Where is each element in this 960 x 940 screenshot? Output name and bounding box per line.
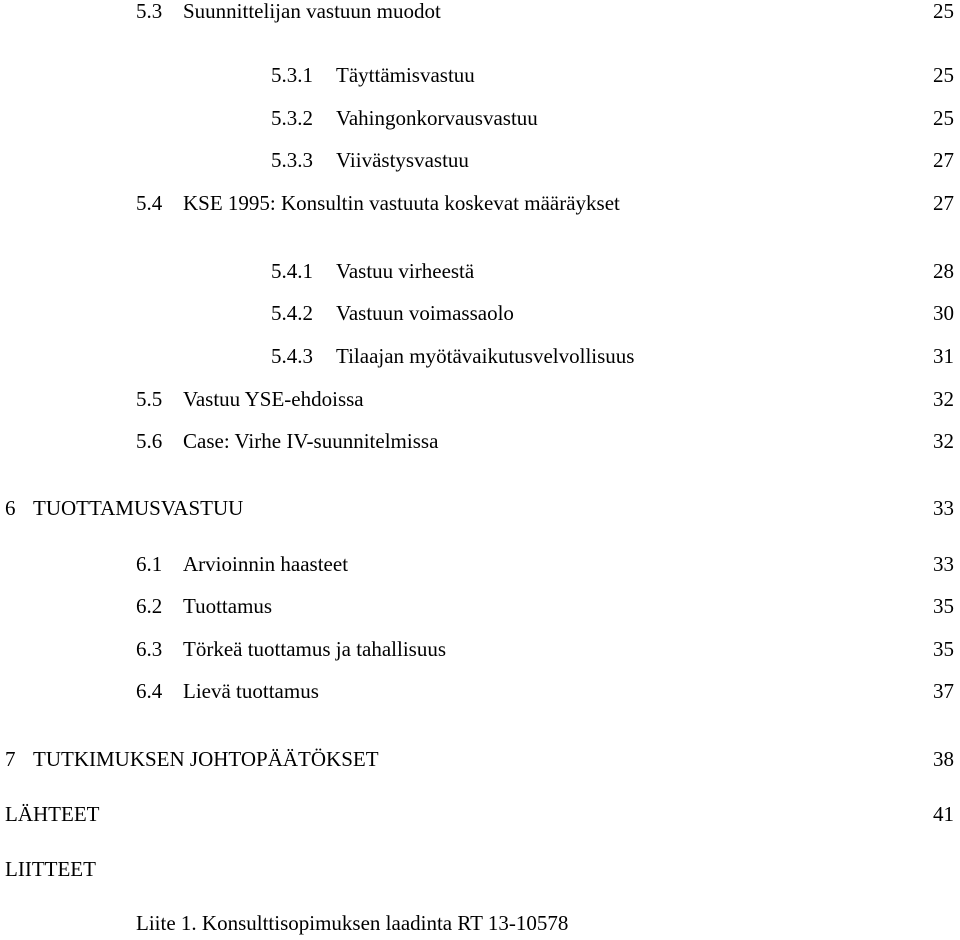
toc-entry-page: 41 xyxy=(933,802,954,826)
toc-entry-page: 25 xyxy=(933,106,954,130)
toc-entry-page: 27 xyxy=(933,148,954,172)
toc-entry-number: 6.1 xyxy=(136,552,163,576)
toc-entry-6-2[interactable] xyxy=(0,592,960,620)
toc-entry-number: 5.3.3 xyxy=(271,148,313,172)
toc-entry-5-6[interactable] xyxy=(0,427,960,455)
toc-entry-5-4-1[interactable] xyxy=(0,257,960,285)
toc-entry-number: 6.4 xyxy=(136,679,163,703)
toc-entry-5-4[interactable] xyxy=(0,189,960,217)
toc-entry-number: 6.2 xyxy=(136,594,163,618)
toc-entry-page: 32 xyxy=(933,429,954,453)
toc-entry-title: TUTKIMUKSEN JOHTOPÄÄTÖKSET xyxy=(33,747,379,771)
toc-entry-title: Tuottamus xyxy=(183,594,273,618)
toc-entry-liite-1[interactable] xyxy=(0,909,960,937)
toc-entry-number: 5.4.3 xyxy=(271,344,313,368)
toc-entry-page: 33 xyxy=(933,552,954,576)
toc-entry-page: 25 xyxy=(933,63,954,87)
toc-entry-title: Täyttämisvastuu xyxy=(336,63,475,87)
toc-entry-number: 7 xyxy=(5,747,16,771)
toc-entry-5-3-1[interactable] xyxy=(0,61,960,89)
toc-entry-title: Vastuun voimassaolo xyxy=(336,301,514,325)
toc-entry-number: 5.4.1 xyxy=(271,259,313,283)
toc-entry-number: 5.5 xyxy=(136,387,163,411)
toc-entry-title: Tilaajan myötävaikutusvelvollisuus xyxy=(336,344,635,368)
toc-entry-title: TUOTTAMUSVASTUU xyxy=(33,496,244,520)
toc-entry-page: 33 xyxy=(933,496,954,520)
toc-entry-title: Suunnittelijan vastuun muodot xyxy=(183,0,441,23)
toc-entry-5-3[interactable] xyxy=(0,0,960,25)
toc-entry-title: Arvioinnin haasteet xyxy=(183,552,349,576)
toc-entry-5-4-3[interactable] xyxy=(0,342,960,370)
toc-entry-5-3-3[interactable] xyxy=(0,146,960,174)
toc-entry-page: 25 xyxy=(933,0,954,23)
toc-entry-title: KSE 1995: Konsultin vastuuta koskevat määräykset xyxy=(183,191,620,215)
toc-entry-number: 6 xyxy=(5,496,16,520)
toc-entry-5-4-2[interactable] xyxy=(0,299,960,327)
toc-entry-title: Vahingonkorvausvastuu xyxy=(336,106,538,130)
toc-entry-title: Case: Virhe IV-suunnitelmissa xyxy=(183,429,439,453)
toc-entry-7[interactable] xyxy=(0,745,960,773)
toc-entry-title: Vastuu virheestä xyxy=(336,259,475,283)
toc-entry-5-3-2[interactable] xyxy=(0,104,960,132)
toc-entry-title: Törkeä tuottamus ja tahallisuus xyxy=(183,637,447,661)
toc-entry-title: Vastuu YSE-ehdoissa xyxy=(183,387,364,411)
toc-entry-number: 6.3 xyxy=(136,637,163,661)
toc-entry-page: 32 xyxy=(933,387,954,411)
toc-entry-5-5[interactable] xyxy=(0,385,960,413)
toc-entry-6[interactable] xyxy=(0,494,960,522)
toc-entry-title: Liite 1. Konsulttisopimuksen laadinta RT 13-10578 xyxy=(136,911,569,935)
toc-entry-number: 5.4.2 xyxy=(271,301,313,325)
toc-entry-page: 37 xyxy=(933,679,954,703)
toc-entry-number: 5.3.1 xyxy=(271,63,313,87)
toc-entry-number: 5.6 xyxy=(136,429,163,453)
toc-entry-page: 31 xyxy=(933,344,954,368)
toc-entry-6-1[interactable] xyxy=(0,550,960,578)
toc-entry-number: 5.3 xyxy=(136,0,163,23)
toc-entry-number: 5.4 xyxy=(136,191,163,215)
toc-entry-6-4[interactable] xyxy=(0,677,960,705)
toc-entry-page: 38 xyxy=(933,747,954,771)
toc-entry-page: 27 xyxy=(933,191,954,215)
toc-entry-title: Viivästysvastuu xyxy=(336,148,469,172)
toc-entry-page: 28 xyxy=(933,259,954,283)
toc-entry-liitteet[interactable] xyxy=(0,855,960,883)
toc-entry-page: 35 xyxy=(933,637,954,661)
toc-entry-6-3[interactable] xyxy=(0,635,960,663)
toc-entry-title: LIITTEET xyxy=(5,857,96,881)
toc-entry-page: 30 xyxy=(933,301,954,325)
toc-entry-title: Lievä tuottamus xyxy=(183,679,319,703)
toc-entry-number: 5.3.2 xyxy=(271,106,313,130)
toc-entry-page: 35 xyxy=(933,594,954,618)
toc-entry-lahteet[interactable] xyxy=(0,800,960,828)
toc-entry-title: LÄHTEET xyxy=(5,802,100,826)
